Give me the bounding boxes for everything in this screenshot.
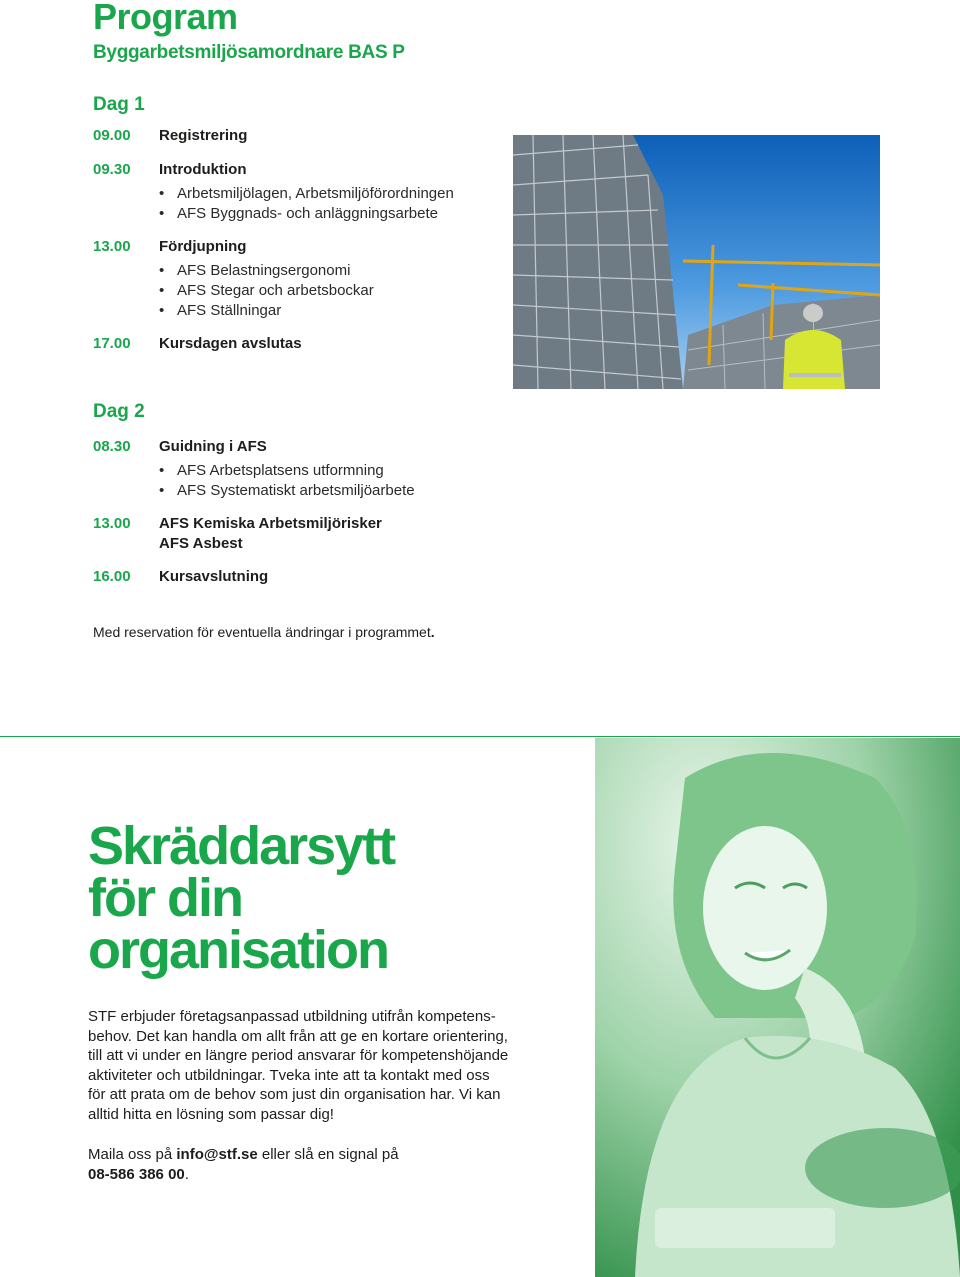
woman-photo [595,738,960,1277]
day1-heading: Dag 1 [93,94,145,115]
contact-middle: eller slå en signal på [257,1146,399,1163]
session-title-secondary: AFS Asbest [159,535,243,552]
session-title: Fördjupning [159,238,247,255]
promo-paragraph [88,1007,523,1125]
promo-headline-line: för din [88,868,242,928]
session-bullet: • AFS Systematiskt arbetsmiljöarbete [159,482,415,499]
contact-end: . [184,1165,189,1183]
session-time: 09.30 [93,161,131,178]
session-time: 16.00 [93,568,131,585]
promo-headline-line: Skräddarsytt [88,816,395,876]
session-time: 08.30 [93,438,131,455]
session-time: 13.00 [93,238,131,255]
contact-info [88,1145,528,1184]
session-time: 17.00 [93,335,131,352]
page-title: Program [93,0,238,37]
session-title: Guidning i AFS [159,438,267,455]
disclaimer-text: Med reservation för eventuella ändringar i programmet [93,624,431,640]
section-divider [0,736,960,737]
session-bullet: • AFS Arbetsplatsens utformning [159,462,384,479]
disclaimer-note [93,624,435,640]
contact-phone[interactable]: 08-586 386 00 [88,1165,185,1183]
promo-paragraph-line: STF erbjuder företagsanpassad utbildning utifrån kompetens- [88,1008,496,1025]
session-time: 13.00 [93,515,131,532]
session-bullet: • AFS Stegar och arbetsbockar [159,282,374,299]
disclaimer-end: . [430,624,435,640]
page-subtitle: Byggarbetsmiljösamordnare BAS P [93,42,405,63]
session-bullet: • AFS Ställningar [159,302,281,319]
session-title: Introduktion [159,161,247,178]
session-bullet: • Arbetsmiljölagen, Arbetsmiljöförordningen [159,185,454,202]
promo-paragraph-line: aktiviteter och utbildningar. Tveka inte att ta kontakt med oss [88,1066,490,1084]
session-bullet: • AFS Byggnads- och anläggningsarbete [159,205,438,222]
promo-paragraph-line: behov. Det kan handla om allt från att ge en kortare orientering, [88,1027,508,1045]
day2-heading: Dag 2 [93,401,145,422]
contact-prefix: Maila oss på [88,1146,177,1163]
promo-paragraph-line: alltid hitta en lösning som passar dig! [88,1105,334,1123]
construction-site-photo [513,135,880,389]
promo-headline-line: organisation [88,920,389,980]
session-title: Registrering [159,127,248,144]
promo-paragraph-line: till att vi under en längre period ansvarar för kompetenshöjande [88,1047,509,1065]
session-title: Kursdagen avslutas [159,335,302,352]
session-title: AFS Kemiska Arbetsmiljörisker [159,515,382,532]
contact-email[interactable]: info@stf.se [176,1146,258,1163]
session-title: Kursavslutning [159,568,269,585]
session-bullet: • AFS Belastningsergonomi [159,262,350,279]
promo-headline [88,816,395,980]
session-time: 09.00 [93,127,131,144]
promo-paragraph-line: för att prata om de behov som just din organisation har. Vi kan [88,1086,501,1104]
